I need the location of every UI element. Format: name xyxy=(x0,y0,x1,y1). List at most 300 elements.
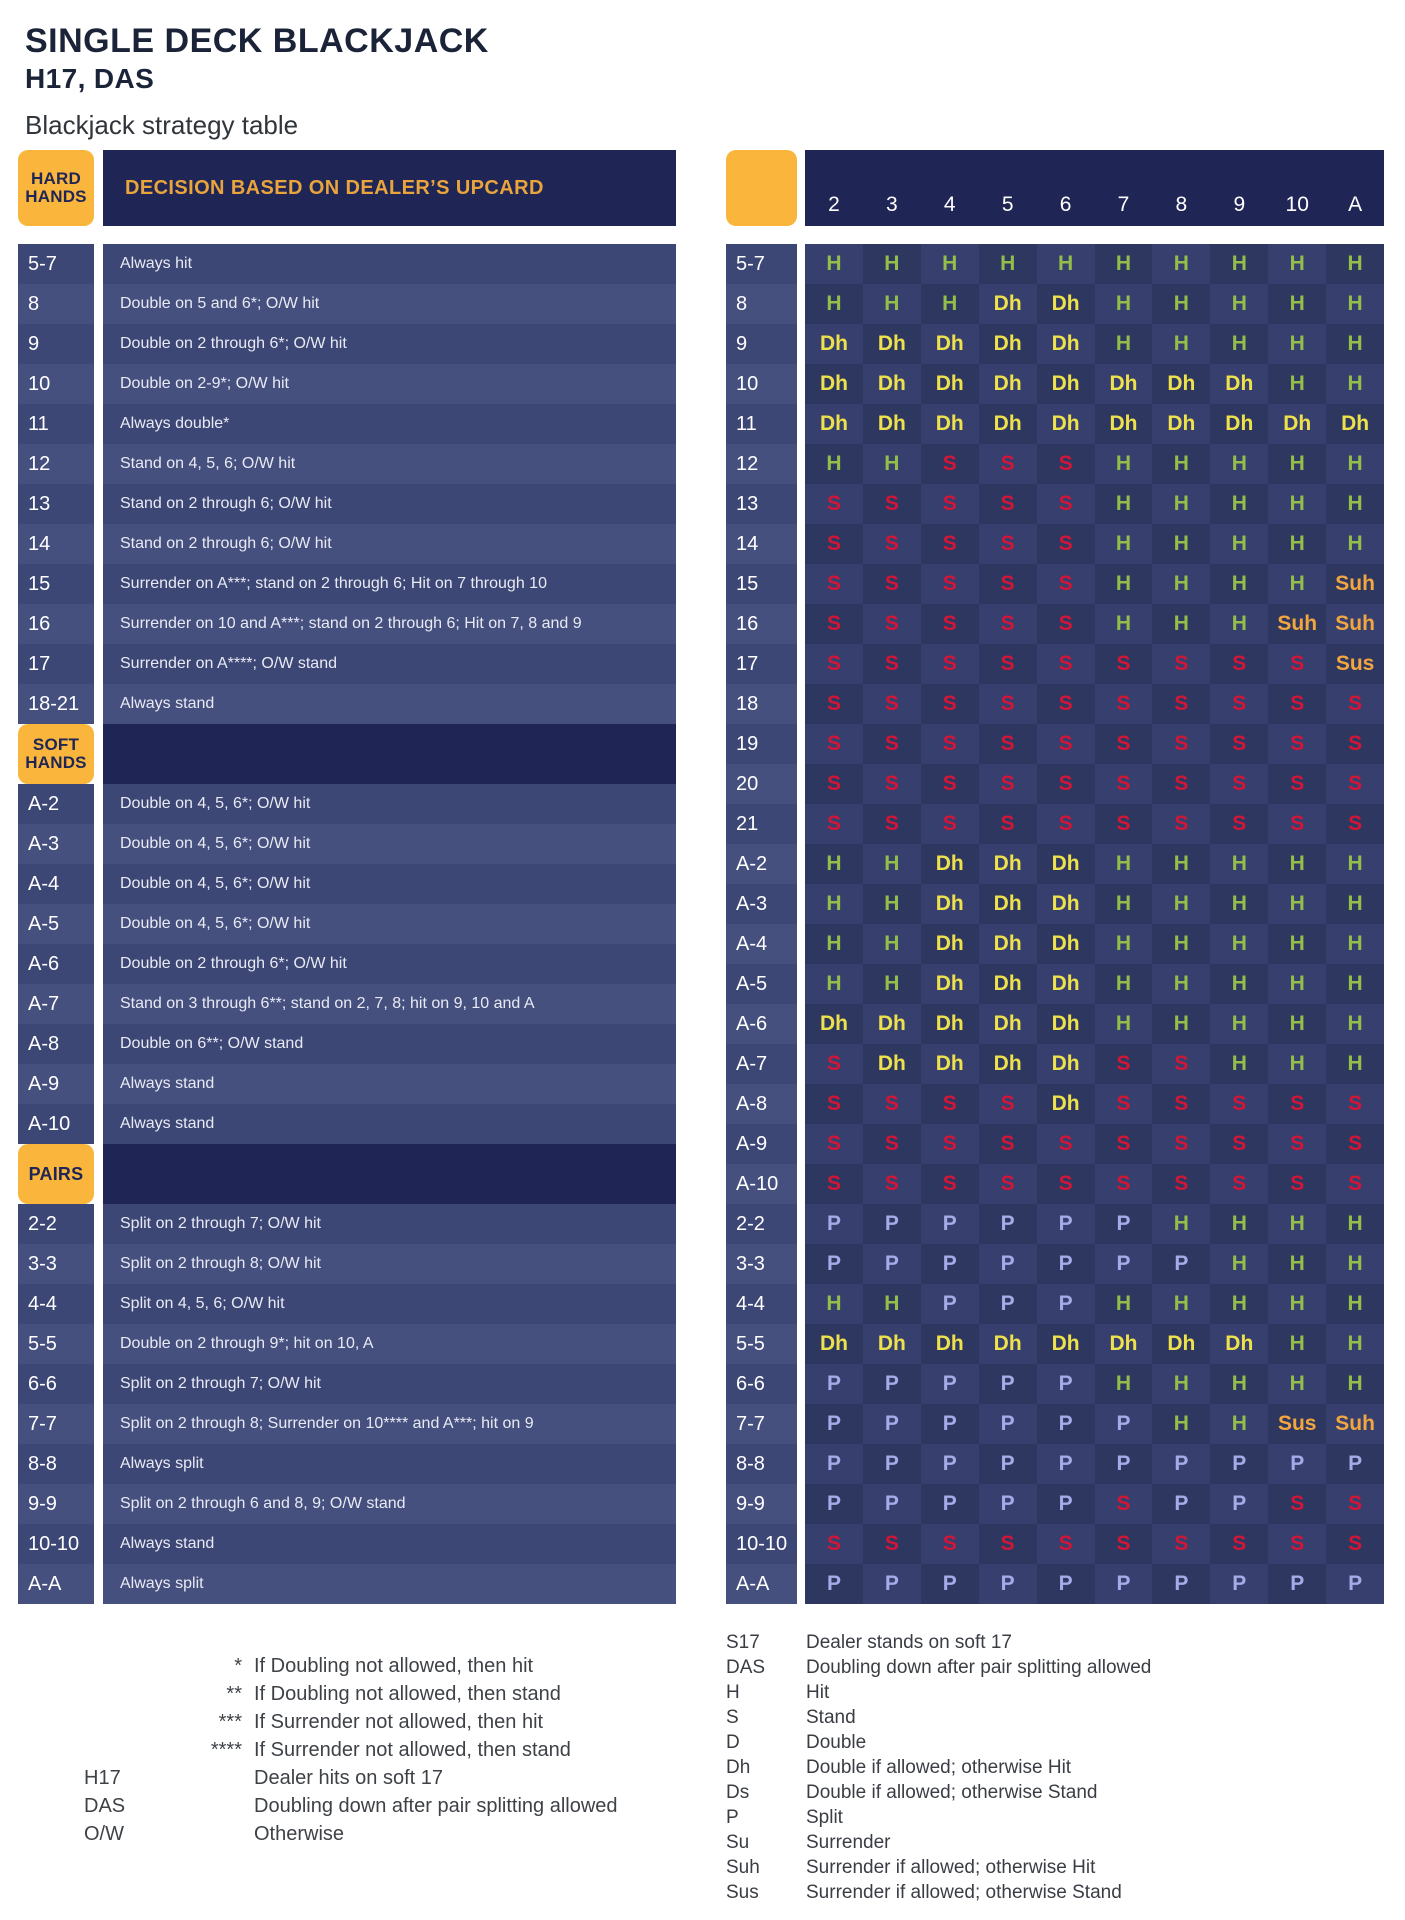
decision-text: Always double* xyxy=(103,404,676,444)
strategy-row xyxy=(18,524,676,564)
legend xyxy=(726,1630,1384,1905)
footnote-row xyxy=(84,1652,676,1680)
decision-text: Double on 4, 5, 6*; O/W hit xyxy=(103,904,676,944)
strategy-row xyxy=(18,904,676,944)
action-cell: H xyxy=(1210,1244,1268,1284)
action-cell: P xyxy=(863,1404,921,1444)
hand-label: 2-2 xyxy=(18,1204,94,1244)
action-cell: S xyxy=(863,1164,921,1204)
action-cell: Dh xyxy=(979,324,1037,364)
action-cell: P xyxy=(1095,1564,1153,1604)
grid-row-cells xyxy=(805,1084,1384,1124)
action-cell: S xyxy=(1095,1164,1153,1204)
column-divider xyxy=(797,1404,805,1444)
action-cell: S xyxy=(1326,1124,1384,1164)
decision-text: Always stand xyxy=(103,684,676,724)
action-cell: H xyxy=(1152,844,1210,884)
hand-label: 8 xyxy=(726,284,797,324)
hand-label: 14 xyxy=(18,524,94,564)
action-cell: H xyxy=(1210,1004,1268,1044)
hand-label: 6-6 xyxy=(18,1364,94,1404)
grid-row xyxy=(726,1084,1384,1124)
action-cell: H xyxy=(1210,564,1268,604)
action-cell: S xyxy=(979,604,1037,644)
footnote-term: *** xyxy=(218,1711,242,1733)
grid-row xyxy=(726,284,1384,324)
grid-row-cells xyxy=(805,1564,1384,1604)
legend-row xyxy=(726,1705,1384,1730)
legend-text: Stand xyxy=(806,1707,856,1728)
action-cell: S xyxy=(1268,724,1326,764)
grid-row-cells xyxy=(805,324,1384,364)
action-cell: P xyxy=(921,1404,979,1444)
hand-label: 11 xyxy=(726,404,797,444)
action-cell: S xyxy=(1268,684,1326,724)
grid-row-cells xyxy=(805,1524,1384,1564)
hand-label: A-10 xyxy=(726,1164,797,1204)
action-cell: Dh xyxy=(1037,404,1095,444)
action-cell: S xyxy=(805,1084,863,1124)
action-cell: Dh xyxy=(805,324,863,364)
action-cell: S xyxy=(805,684,863,724)
action-cell: Dh xyxy=(1037,964,1095,1004)
strategy-row xyxy=(18,1064,676,1104)
action-cell: Dh xyxy=(1152,1324,1210,1364)
hand-label: A-8 xyxy=(726,1084,797,1124)
grid-row-cells xyxy=(805,1244,1384,1284)
hand-label: 12 xyxy=(726,444,797,484)
action-cell: Dh xyxy=(863,1044,921,1084)
action-cell: P xyxy=(921,1564,979,1604)
action-cell: Dh xyxy=(863,404,921,444)
column-divider xyxy=(797,1324,805,1364)
column-divider xyxy=(797,764,805,804)
action-cell: H xyxy=(1268,444,1326,484)
hand-label: 18 xyxy=(726,684,797,724)
action-cell: S xyxy=(979,1124,1037,1164)
decision-text: Stand on 3 through 6**; stand on 2, 7, 8; hit on 9, 10 and A xyxy=(103,984,676,1024)
grid-row xyxy=(726,724,1384,764)
strategy-row xyxy=(18,784,676,824)
action-cell: S xyxy=(805,1124,863,1164)
action-cell: P xyxy=(979,1364,1037,1404)
action-cell: S xyxy=(805,764,863,804)
action-cell: H xyxy=(1095,844,1153,884)
strategy-row xyxy=(18,444,676,484)
action-cell: S xyxy=(1152,684,1210,724)
action-cell: H xyxy=(1326,1044,1384,1084)
action-cell: P xyxy=(1095,1444,1153,1484)
legend-term: DAS xyxy=(726,1657,766,1678)
action-cell: S xyxy=(921,1124,979,1164)
column-divider xyxy=(94,444,103,484)
strategy-row xyxy=(18,1244,676,1284)
action-cell: Suh xyxy=(1326,1404,1384,1444)
action-cell: S xyxy=(863,1124,921,1164)
footnote-term: **** xyxy=(210,1739,242,1761)
action-cell: S xyxy=(863,484,921,524)
action-cell: Dh xyxy=(1037,884,1095,924)
hand-label: 18-21 xyxy=(18,684,94,724)
action-cell: S xyxy=(921,764,979,804)
action-cell: Dh xyxy=(863,324,921,364)
column-divider xyxy=(797,884,805,924)
upcard-column-label: A xyxy=(1348,193,1363,216)
action-cell: S xyxy=(921,644,979,684)
legend-term: Dh xyxy=(726,1757,751,1778)
action-cell: Dh xyxy=(979,364,1037,404)
decision-text: Stand on 2 through 6; O/W hit xyxy=(103,524,676,564)
hand-label: 7-7 xyxy=(18,1404,94,1444)
action-cell: Dh xyxy=(1152,404,1210,444)
action-cell: H xyxy=(1326,484,1384,524)
column-divider xyxy=(797,804,805,844)
decision-text: Always stand xyxy=(103,1524,676,1564)
action-cell: H xyxy=(863,964,921,1004)
action-cell: S xyxy=(1037,1164,1095,1204)
action-cell: P xyxy=(1268,1444,1326,1484)
grid-row xyxy=(726,444,1384,484)
grid-row-cells xyxy=(805,1324,1384,1364)
action-cell: H xyxy=(1326,924,1384,964)
action-cell: H xyxy=(1268,524,1326,564)
action-cell: H xyxy=(1268,284,1326,324)
action-cell: H xyxy=(1095,924,1153,964)
action-cell: H xyxy=(1095,524,1153,564)
column-divider xyxy=(94,1064,103,1104)
action-cell: Dh xyxy=(805,404,863,444)
footnote-text: Otherwise xyxy=(254,1823,345,1845)
action-cell: H xyxy=(1268,924,1326,964)
action-cell: Dh xyxy=(921,964,979,1004)
dealer-upcard-columns xyxy=(805,150,1384,226)
action-cell: H xyxy=(1210,884,1268,924)
action-cell: H xyxy=(1152,1204,1210,1244)
grid-row xyxy=(726,1244,1384,1284)
action-cell: H xyxy=(1152,1404,1210,1444)
decision-text: Double on 2 through 6*; O/W hit xyxy=(103,944,676,984)
footnote-row xyxy=(84,1708,676,1736)
hand-label: 11 xyxy=(18,404,94,444)
grid-row xyxy=(726,1564,1384,1604)
grid-row xyxy=(726,404,1384,444)
action-cell: P xyxy=(805,1404,863,1444)
action-cell: H xyxy=(1268,324,1326,364)
strategy-row xyxy=(18,604,676,644)
hand-label: 4-4 xyxy=(726,1284,797,1324)
action-cell: P xyxy=(1037,1404,1095,1444)
column-divider xyxy=(94,364,103,404)
column-divider xyxy=(797,724,805,764)
action-cell: H xyxy=(1152,1364,1210,1404)
column-divider xyxy=(94,1444,103,1484)
action-cell: P xyxy=(1095,1404,1153,1444)
action-cell: H xyxy=(1152,484,1210,524)
action-cell: P xyxy=(1152,1484,1210,1524)
action-cell: H xyxy=(1326,964,1384,1004)
action-cell: H xyxy=(1326,244,1384,284)
grid-row-cells xyxy=(805,444,1384,484)
grid-row xyxy=(726,964,1384,1004)
action-cell: H xyxy=(1326,364,1384,404)
action-cell: Dh xyxy=(979,284,1037,324)
column-divider xyxy=(94,1024,103,1064)
column-divider xyxy=(797,844,805,884)
grid-row-cells xyxy=(805,604,1384,644)
action-cell: H xyxy=(1210,604,1268,644)
action-cell: P xyxy=(863,1364,921,1404)
upcard-column-label: 8 xyxy=(1175,193,1188,216)
action-cell: S xyxy=(921,724,979,764)
strategy-row xyxy=(18,244,676,284)
action-cell: S xyxy=(1210,724,1268,764)
soft-hands-rows xyxy=(18,784,676,1144)
action-cell: S xyxy=(1210,1124,1268,1164)
grid-row xyxy=(726,644,1384,684)
hand-label: 6-6 xyxy=(726,1364,797,1404)
action-cell: P xyxy=(805,1484,863,1524)
action-cell: S xyxy=(1326,724,1384,764)
action-cell: S xyxy=(1037,564,1095,604)
grid-row-cells xyxy=(805,1484,1384,1524)
grid-row xyxy=(726,1124,1384,1164)
strategy-row xyxy=(18,1564,676,1604)
action-cell: H xyxy=(1095,284,1153,324)
grid-corner-cell xyxy=(726,150,797,226)
hand-label: 10 xyxy=(18,364,94,404)
action-cell: H xyxy=(1268,364,1326,404)
action-cell: Dh xyxy=(921,1044,979,1084)
legend-term: Su xyxy=(726,1832,750,1853)
action-cell: H xyxy=(1268,1284,1326,1324)
action-cell: Dh xyxy=(921,364,979,404)
action-cell: S xyxy=(1152,644,1210,684)
action-cell: S xyxy=(1152,1124,1210,1164)
action-cell: S xyxy=(1037,1124,1095,1164)
column-divider xyxy=(797,1484,805,1524)
strategy-row xyxy=(18,1444,676,1484)
hand-label: 5-7 xyxy=(18,244,94,284)
footnote-term: H17 xyxy=(84,1767,121,1789)
column-divider xyxy=(797,1444,805,1484)
hand-label: A-5 xyxy=(726,964,797,1004)
grid-row-cells xyxy=(805,1164,1384,1204)
action-cell: H xyxy=(1210,284,1268,324)
strategy-row xyxy=(18,484,676,524)
action-cell: H xyxy=(805,924,863,964)
column-divider xyxy=(797,1524,805,1564)
grid-row xyxy=(726,1404,1384,1444)
action-cell: H xyxy=(1152,604,1210,644)
action-cell: H xyxy=(1210,444,1268,484)
action-cell: Dh xyxy=(1326,404,1384,444)
grid-header xyxy=(726,150,1384,226)
grid-row xyxy=(726,1324,1384,1364)
column-divider xyxy=(797,324,805,364)
legend-text: Split xyxy=(806,1807,843,1828)
action-cell: Suh xyxy=(1326,564,1384,604)
hand-label: 17 xyxy=(726,644,797,684)
action-cell: S xyxy=(979,1084,1037,1124)
column-divider xyxy=(94,1324,103,1364)
footnote-term: ** xyxy=(226,1683,242,1705)
action-cell: Dh xyxy=(805,1324,863,1364)
column-divider xyxy=(797,1364,805,1404)
action-cell: P xyxy=(805,1444,863,1484)
hand-label: 7-7 xyxy=(726,1404,797,1444)
action-cell: H xyxy=(1152,564,1210,604)
action-cell: S xyxy=(1152,1164,1210,1204)
action-cell: S xyxy=(1268,1164,1326,1204)
action-cell: Dh xyxy=(921,844,979,884)
action-cell: H xyxy=(1210,324,1268,364)
action-cell: Dh xyxy=(863,1324,921,1364)
action-cell: P xyxy=(1326,1444,1384,1484)
legend-text: Hit xyxy=(806,1682,830,1703)
column-divider xyxy=(94,484,103,524)
action-cell: H xyxy=(1326,1284,1384,1324)
grid-row xyxy=(726,1004,1384,1044)
grid-row xyxy=(726,1364,1384,1404)
action-cell: P xyxy=(805,1364,863,1404)
column-divider xyxy=(94,784,103,824)
action-cell: Dh xyxy=(1037,284,1095,324)
action-cell: Dh xyxy=(805,1004,863,1044)
action-cell: S xyxy=(805,604,863,644)
decision-header: DECISION BASED ON DEALER’S UPCARD xyxy=(103,150,676,226)
action-cell: P xyxy=(1152,1564,1210,1604)
action-cell: Dh xyxy=(979,884,1037,924)
action-cell: P xyxy=(921,1204,979,1244)
action-cell: H xyxy=(1326,1364,1384,1404)
hand-label: A-7 xyxy=(18,984,94,1024)
action-cell: H xyxy=(1095,1284,1153,1324)
upcard-column-label: 4 xyxy=(943,193,956,216)
hand-label: 4-4 xyxy=(18,1284,94,1324)
action-cell: H xyxy=(1210,964,1268,1004)
action-cell: P xyxy=(979,1284,1037,1324)
hand-label: 12 xyxy=(18,444,94,484)
hand-label: A-5 xyxy=(18,904,94,944)
legend-term: Sus xyxy=(726,1882,759,1903)
action-cell: H xyxy=(1210,1404,1268,1444)
footnote-row xyxy=(84,1736,676,1764)
grid-row xyxy=(726,564,1384,604)
action-cell: S xyxy=(979,1164,1037,1204)
hand-label: 20 xyxy=(726,764,797,804)
grid-row-cells xyxy=(805,844,1384,884)
action-cell: H xyxy=(1268,1044,1326,1084)
action-cell: Dh xyxy=(805,364,863,404)
action-cell: P xyxy=(979,1204,1037,1244)
action-cell: P xyxy=(863,1244,921,1284)
legend-row xyxy=(726,1805,1384,1830)
decision-text: Surrender on A***; stand on 2 through 6; Hit on 7 through 10 xyxy=(103,564,676,604)
grid-row-cells xyxy=(805,644,1384,684)
hand-label: A-7 xyxy=(726,1044,797,1084)
grid-row xyxy=(726,1524,1384,1564)
column-divider xyxy=(94,1104,103,1144)
action-cell: S xyxy=(805,564,863,604)
grid-row xyxy=(726,924,1384,964)
hand-label: 8-8 xyxy=(18,1444,94,1484)
action-cell: Dh xyxy=(1037,1044,1095,1084)
action-cell: S xyxy=(1210,804,1268,844)
action-cell: S xyxy=(1095,684,1153,724)
decision-text: Split on 2 through 8; O/W hit xyxy=(103,1244,676,1284)
strategy-description-table xyxy=(18,150,676,1848)
hand-label: A-9 xyxy=(18,1064,94,1104)
column-divider xyxy=(797,604,805,644)
action-cell: Dh xyxy=(979,404,1037,444)
action-cell: S xyxy=(805,804,863,844)
action-cell: S xyxy=(921,1524,979,1564)
action-cell: P xyxy=(1037,1564,1095,1604)
pairs-band xyxy=(103,1144,676,1204)
action-cell: S xyxy=(805,1164,863,1204)
legend-term: Ds xyxy=(726,1782,750,1803)
action-cell: P xyxy=(805,1204,863,1244)
action-cell: H xyxy=(863,284,921,324)
footnote-text: Dealer hits on soft 17 xyxy=(254,1767,443,1789)
column-divider xyxy=(797,964,805,1004)
action-cell: S xyxy=(1152,724,1210,764)
action-cell: Dh xyxy=(1037,1324,1095,1364)
column-divider xyxy=(94,1284,103,1324)
action-cell: S xyxy=(979,684,1037,724)
grid-row xyxy=(726,1444,1384,1484)
decision-text: Stand on 4, 5, 6; O/W hit xyxy=(103,444,676,484)
action-cell: P xyxy=(805,1244,863,1284)
decision-text: Always stand xyxy=(103,1064,676,1104)
hard-hands-badge-line2: HANDS xyxy=(25,187,87,206)
action-cell: H xyxy=(805,844,863,884)
column-divider xyxy=(94,1404,103,1444)
action-cell: Sus xyxy=(1268,1404,1326,1444)
action-cell: Dh xyxy=(921,884,979,924)
hard-hands-header xyxy=(18,150,676,226)
action-cell: S xyxy=(1326,1524,1384,1564)
grid-row xyxy=(726,604,1384,644)
action-cell: S xyxy=(1268,1524,1326,1564)
column-divider xyxy=(797,244,805,284)
grid-row xyxy=(726,844,1384,884)
grid-row xyxy=(726,1484,1384,1524)
legend-term: D xyxy=(726,1732,740,1753)
action-cell: Dh xyxy=(1210,364,1268,404)
action-cell: H xyxy=(1326,1004,1384,1044)
action-cell: S xyxy=(921,804,979,844)
column-divider xyxy=(94,1204,103,1244)
action-cell: H xyxy=(1095,564,1153,604)
action-cell: P xyxy=(921,1364,979,1404)
column-divider xyxy=(797,1164,805,1204)
grid-row-cells xyxy=(805,764,1384,804)
action-cell: P xyxy=(863,1564,921,1604)
action-cell: S xyxy=(863,804,921,844)
action-cell: S xyxy=(1095,1124,1153,1164)
column-divider xyxy=(797,1204,805,1244)
hand-label: 14 xyxy=(726,524,797,564)
footnote-row xyxy=(84,1764,676,1792)
action-cell: S xyxy=(979,724,1037,764)
grid-rows xyxy=(726,244,1384,1604)
action-cell: H xyxy=(863,444,921,484)
action-cell: P xyxy=(1095,1204,1153,1244)
action-cell: P xyxy=(1095,1244,1153,1284)
legend-term: H xyxy=(726,1682,740,1703)
action-cell: P xyxy=(1152,1244,1210,1284)
